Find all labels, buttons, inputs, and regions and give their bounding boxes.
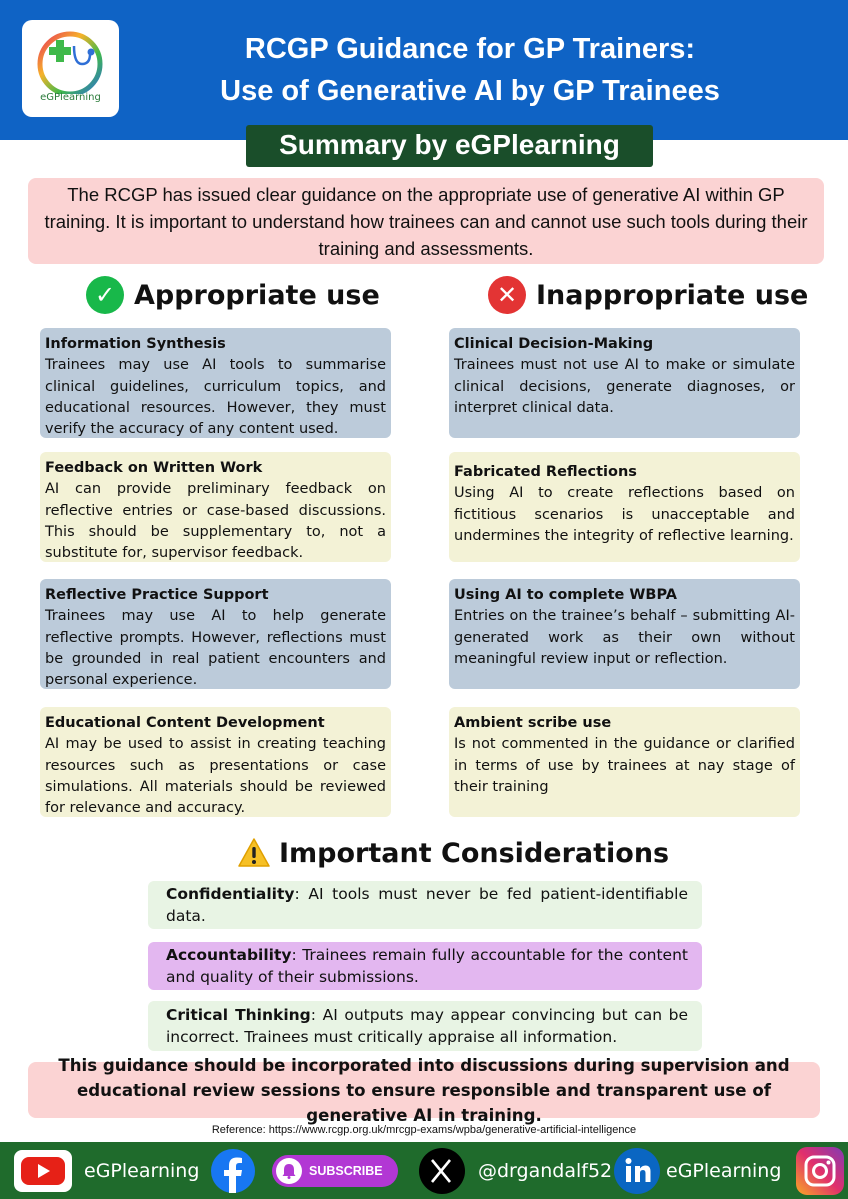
intro-text: The RCGP has issued clear guidance on the appropriate use of generative AI within GP training. It is important to understand how trainees can and cannot use such tools during their training and assessments. <box>44 183 808 259</box>
consideration-critical-thinking <box>148 1001 702 1051</box>
x-twitter-icon <box>419 1148 465 1194</box>
considerations-heading-text: Important Considerations <box>279 837 670 869</box>
consideration-text: : Trainees remain fully accountable for the content and quality of their submissions. <box>166 946 688 986</box>
inappropriate-card-clinical-decision <box>449 328 800 438</box>
card-body: Is not commented in the guidance or clarified in terms of use by trainees at nay stage of their training <box>454 736 795 795</box>
title-line-1: RCGP Guidance for GP Trainers: <box>244 33 696 65</box>
youtube-icon <box>14 1150 72 1192</box>
social-footer <box>0 1142 848 1199</box>
card-body: AI can provide preliminary feedback on reflective entries or case-based discussions. This should be supplementary to, not a substitute for, supervisor feedback. <box>45 481 386 562</box>
card-title: Reflective Practice Support <box>45 587 269 603</box>
consideration-label: Accountability <box>166 946 292 964</box>
youtube-link[interactable] <box>14 1142 72 1199</box>
card-title: Clinical Decision-Making <box>454 336 654 352</box>
consideration-confidentiality <box>148 881 702 929</box>
card-body: Entries on the trainee’s behalf – submitting AI-generated work as their own without meaningful review input or reflection. <box>454 608 795 667</box>
appropriate-card-information-synthesis <box>40 328 391 438</box>
inappropriate-heading-text: Inappropriate use <box>536 279 809 311</box>
warning-icon <box>237 837 271 869</box>
consideration-text: : AI outputs may appear convincing but can be incorrect. Trainees must critically appraise all information. <box>166 1006 688 1046</box>
appropriate-card-feedback-written-work <box>40 452 391 562</box>
x-link[interactable] <box>419 1142 465 1199</box>
inappropriate-card-fabricated-reflections <box>449 452 800 562</box>
consideration-accountability <box>148 942 702 990</box>
subscribe-button[interactable] <box>272 1142 398 1199</box>
linkedin-link[interactable] <box>614 1142 660 1199</box>
card-title: Feedback on Written Work <box>45 460 263 476</box>
considerations-heading <box>237 832 669 874</box>
appropriate-card-reflective-practice <box>40 579 391 689</box>
bell-icon <box>276 1158 302 1184</box>
header-banner <box>0 0 848 140</box>
intro-box <box>28 178 824 264</box>
instagram-link[interactable] <box>796 1142 844 1199</box>
appropriate-card-educational-content <box>40 707 391 817</box>
instagram-icon <box>796 1147 844 1195</box>
inappropriate-heading <box>488 272 808 318</box>
card-title: Fabricated Reflections <box>454 464 637 480</box>
linkedin-name[interactable]: eGPlearning <box>666 1159 782 1182</box>
appropriate-heading-text: Appropriate use <box>134 279 380 311</box>
card-body: Using AI to create reflections based on fictitious scenarios is unacceptable and undermines the integrity of reflective learning. <box>454 485 795 544</box>
facebook-link[interactable] <box>211 1142 255 1199</box>
card-title: Educational Content Development <box>45 715 325 731</box>
subscribe-label: SUBSCRIBE <box>309 1163 383 1178</box>
reference-link[interactable]: Reference: https://www.rcgp.org.uk/mrcgp-exams/wpba/generative-artificial-intelligence <box>211 1124 637 1136</box>
logo-text: eGPlearning <box>40 92 101 103</box>
consideration-label: Critical Thinking <box>166 1006 311 1024</box>
card-body: Trainees may use AI to help generate reflective prompts. However, reflections must be grounded in real patient encounters and personal experience. <box>45 608 386 689</box>
card-body: Trainees must not use AI to make or simulate clinical decisions, generate diagnoses, or interpret clinical data. <box>454 357 795 416</box>
card-title: Using AI to complete WBPA <box>454 587 677 603</box>
title-line-2: Use of Generative AI by GP Trainees <box>220 75 720 107</box>
linkedin-icon <box>614 1148 660 1194</box>
check-icon: ✓ <box>86 276 124 314</box>
inappropriate-card-ambient-scribe <box>449 707 800 817</box>
egplearning-logo <box>22 20 119 117</box>
inappropriate-card-wbpa <box>449 579 800 689</box>
closing-note <box>28 1055 820 1125</box>
closing-text: This guidance should be incorporated into discussions during supervision and educational review sessions to ensure responsible and transparent use of generative AI in training. <box>58 1055 790 1125</box>
facebook-icon <box>211 1149 255 1193</box>
card-title: Ambient scribe use <box>454 715 612 731</box>
card-title: Information Synthesis <box>45 336 226 352</box>
logo-ring-icon <box>28 24 113 94</box>
card-body: AI may be used to assist in creating teaching resources such as presentations or case simulations. All materials should be reviewed for relevance and accuracy. <box>45 736 386 817</box>
youtube-channel-name[interactable]: eGPlearning <box>84 1159 200 1182</box>
x-handle[interactable]: @drgandalf52 <box>478 1159 613 1182</box>
subtitle-badge: Summary by eGPlearning <box>246 125 653 167</box>
appropriate-heading <box>86 272 380 318</box>
consideration-text: : AI tools must never be fed patient-identifiable data. <box>166 885 688 925</box>
consideration-label: Confidentiality <box>166 885 295 903</box>
cross-icon: ✕ <box>488 276 526 314</box>
page-title <box>120 28 820 112</box>
card-body: Trainees may use AI tools to summarise clinical guidelines, curriculum topics, and educational resources. However, they must verify the accuracy of any content used. <box>45 357 386 438</box>
